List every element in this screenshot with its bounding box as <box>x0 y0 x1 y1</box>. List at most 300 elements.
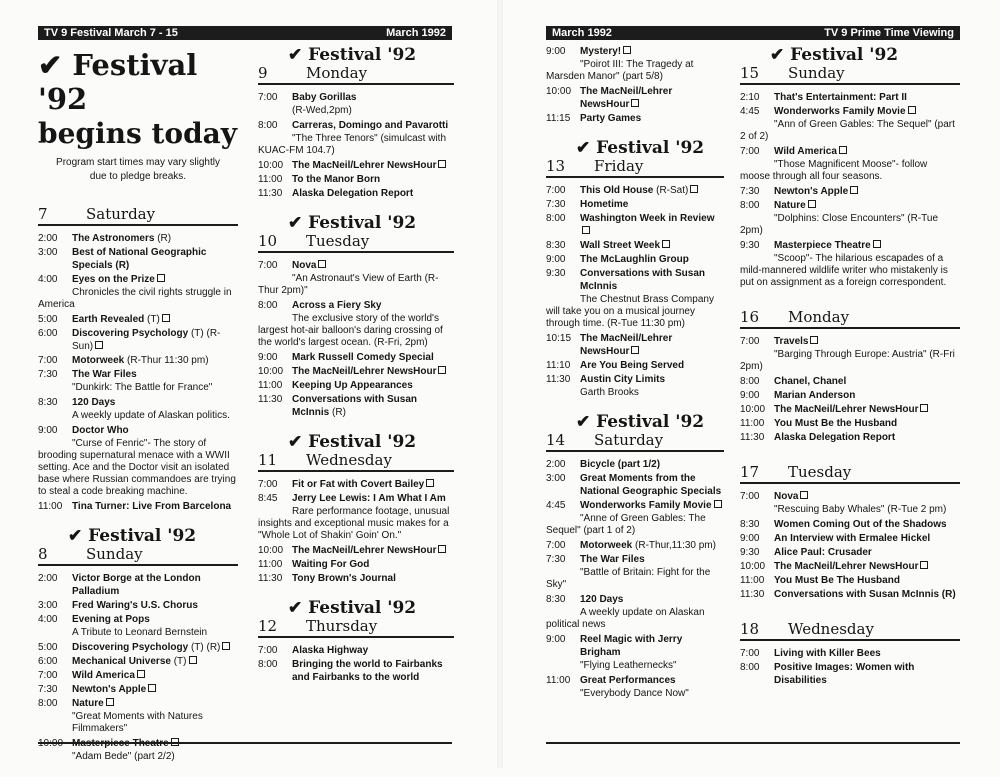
day-number: 18 <box>740 620 760 638</box>
day-number: 9 <box>258 64 268 82</box>
stereo-box-icon <box>873 240 881 248</box>
program-row <box>740 647 960 660</box>
program-time: 7:30 <box>740 186 760 197</box>
stereo-box-icon <box>810 336 818 344</box>
program-title: The MacNeil/Lehrer NewsHour <box>292 545 437 556</box>
festival-banner-12 <box>258 599 454 618</box>
program-time: 7:00 <box>546 540 566 551</box>
program-time: 9:30 <box>740 547 760 558</box>
checkmark-icon: ✔ <box>288 598 303 618</box>
program-description: "Anne of Green Gables: The Sequel" (part 1 of 2) <box>546 513 706 536</box>
program-time: 7:00 <box>258 479 278 490</box>
program-time: 7:00 <box>258 260 278 271</box>
program-title: The MacNeil/Lehrer NewsHour <box>580 333 673 357</box>
program-description: "Dolphins: Close Encounters" (R-Tue 2pm) <box>740 213 939 236</box>
program-row <box>740 199 960 212</box>
program-time: 8:00 <box>38 698 58 709</box>
program-title: Doctor Who <box>72 425 129 436</box>
program-title: Carreras, Domingo and Pavarotti <box>292 120 449 131</box>
program-row <box>38 500 238 513</box>
program-row <box>546 458 724 471</box>
program-time: 11:00 <box>258 174 283 185</box>
program-time: 11:30 <box>258 573 283 584</box>
program-title: Reel Magic with Jerry Brigham <box>580 634 683 658</box>
left-page <box>0 0 497 768</box>
program-time: 11:00 <box>740 575 765 586</box>
day-header-15 <box>740 65 960 85</box>
program-row <box>740 239 960 252</box>
program-time: 9:30 <box>740 240 760 251</box>
program-title: Mechanical Universe <box>72 656 171 667</box>
stereo-box-icon <box>839 146 847 154</box>
program-row <box>546 553 724 566</box>
hero-note <box>38 156 238 184</box>
program-row <box>38 669 238 682</box>
festival-banner-8 <box>38 527 238 546</box>
program-time: 7:30 <box>38 684 58 695</box>
program-title: Tina Turner: Live From Barcelona <box>72 501 232 512</box>
left-header-title: TV 9 Festival March 7 - 15 <box>44 27 178 39</box>
program-row <box>258 644 454 657</box>
day-name: Tuesday <box>306 232 370 250</box>
program-row <box>546 472 724 498</box>
program-row <box>740 375 960 388</box>
day-header-17 <box>740 464 960 484</box>
program-time: 10:00 <box>740 404 766 415</box>
program-time: 9:00 <box>258 352 278 363</box>
stereo-box-icon <box>438 160 446 168</box>
program-time: 11:10 <box>546 360 571 371</box>
program-title: Living with Killer Bees <box>774 648 881 659</box>
program-row <box>546 239 724 252</box>
left-header-bar <box>38 26 452 40</box>
program-row <box>258 159 454 172</box>
program-title: This Old House <box>580 185 654 196</box>
day-number: 10 <box>258 232 278 250</box>
program-row <box>258 544 454 557</box>
program-description: "Those Magnificent Moose"- follow moose through all four seasons. <box>740 159 928 182</box>
program-time: 9:00 <box>740 390 760 401</box>
program-title: An Interview with Ermalee Hickel <box>774 533 931 544</box>
day-header-18 <box>740 621 960 641</box>
day-number: 7 <box>38 205 48 223</box>
stereo-box-icon <box>438 366 446 374</box>
festival-banner-9 <box>258 46 454 65</box>
festival-banner-14 <box>546 413 724 432</box>
program-time: 7:00 <box>258 645 278 656</box>
program-title: Party Games <box>580 113 642 124</box>
program-title: Are You Being Served <box>580 360 685 371</box>
program-time: 11:00 <box>740 418 765 429</box>
program-description: Rare performance footage, unusual insights and exceptional music makes for a "Whole Lot of Shakin' Goin' On." <box>258 506 450 541</box>
program-title: The MacNeil/Lehrer NewsHour <box>580 86 673 110</box>
hero-note-line1: Program start times may vary slightly <box>56 157 220 168</box>
right-header-title: TV 9 Prime Time Viewing <box>824 27 954 39</box>
day-number: 11 <box>258 451 278 469</box>
program-row <box>38 599 238 612</box>
program-title: Bicycle (part 1/2) <box>580 459 661 470</box>
program-time: 11:00 <box>258 559 283 570</box>
program-description: "Curse of Fenric"- The story of brooding supernatural menace with a WWII setting. Ace and the Doctor visit an isolated base where Russian commandoes are trying to steal a code breaking machine. <box>38 438 236 497</box>
program-time: 11:00 <box>546 675 571 686</box>
program-row <box>740 574 960 587</box>
program-description: "Flying Leathernecks" <box>580 660 677 671</box>
program-row <box>258 351 454 364</box>
program-title: Discovering Psychology <box>72 642 189 653</box>
program-time: 8:00 <box>740 200 760 211</box>
program-time: 3:00 <box>38 600 58 611</box>
day-number: 13 <box>546 157 566 175</box>
checkmark-icon: ✔ <box>288 213 303 233</box>
program-time: 11:00 <box>38 501 63 512</box>
program-time: 7:30 <box>546 554 566 565</box>
stereo-box-icon <box>106 698 114 706</box>
program-title: The MacNeil/Lehrer NewsHour <box>774 561 919 572</box>
left-column-2 <box>258 46 454 698</box>
program-title: Alaska Highway <box>292 645 369 656</box>
program-row <box>546 499 724 512</box>
day-name: Saturday <box>86 205 156 223</box>
festival-label: Festival '92 <box>308 45 417 65</box>
program-description: "Scoop"- The hilarious escapades of a mild-mannered wildlife writer who mistakenly is put on assignment as a foreign correspondent. <box>740 253 948 288</box>
program-row <box>740 588 960 601</box>
program-time: 4:00 <box>38 274 58 285</box>
day-number: 16 <box>740 308 760 326</box>
schedule-list-12 <box>258 644 454 684</box>
program-time: 5:00 <box>38 314 58 325</box>
program-row <box>258 393 454 419</box>
program-row <box>546 674 724 687</box>
program-time: 8:00 <box>546 213 566 224</box>
schedule-list-13 <box>546 184 724 399</box>
program-title: Newton's Apple <box>774 186 849 197</box>
program-title: Nature <box>72 698 104 709</box>
checkmark-icon: ✔ <box>770 45 785 65</box>
stereo-box-icon <box>162 314 170 322</box>
day-name: Sunday <box>86 545 143 563</box>
program-time: 8:00 <box>258 300 278 311</box>
program-title: Great Moments from the National Geographic Specials <box>580 473 722 497</box>
program-title: Chanel, Chanel <box>774 376 847 387</box>
stereo-box-icon <box>908 106 916 114</box>
festival-label: Festival '92 <box>88 526 197 546</box>
program-title: Alaska Delegation Report <box>774 432 896 443</box>
day-name: Friday <box>594 157 644 175</box>
program-title: Earth Revealed <box>72 314 145 325</box>
stereo-box-icon <box>690 185 698 193</box>
schedule-list-10 <box>258 259 454 419</box>
program-row <box>546 112 724 125</box>
program-time: 9:00 <box>740 533 760 544</box>
checkmark-icon: ✔ <box>68 526 83 546</box>
program-row <box>740 185 960 198</box>
schedule-list-8 <box>38 572 238 763</box>
program-title: Discovering Psychology <box>72 328 189 339</box>
program-description: "Barging Through Europe: Austria" (R-Fri 2pm) <box>740 349 955 372</box>
program-title: Mystery! <box>580 46 622 57</box>
program-time: 11:30 <box>740 432 765 443</box>
program-row <box>38 641 238 654</box>
program-row <box>740 560 960 573</box>
program-title: Fit or Fat with Covert Bailey <box>292 479 425 490</box>
program-title: The McLaughlin Group <box>580 254 689 265</box>
program-title: Nova <box>774 491 799 502</box>
program-title: Wild America <box>774 146 837 157</box>
day-number: 14 <box>546 431 566 449</box>
right-page <box>503 0 1000 768</box>
festival-label: Festival '92 <box>596 138 705 158</box>
program-row <box>546 332 724 358</box>
festival-label: Festival '92 <box>308 213 417 233</box>
program-title: Keeping Up Appearances <box>292 380 413 391</box>
program-extra: (R) <box>157 233 172 244</box>
left-column-1 <box>38 48 238 777</box>
program-time: 11:30 <box>546 374 571 385</box>
program-title: You Must Be The Husband <box>774 575 900 586</box>
program-extra: (R-Thur 11:30 pm) <box>127 355 209 366</box>
program-row <box>38 354 238 367</box>
program-row <box>546 45 724 58</box>
program-title: Eyes on the Prize <box>72 274 155 285</box>
program-row <box>546 359 724 372</box>
program-description: "Everybody Dance Now" <box>580 688 689 699</box>
program-row <box>740 546 960 559</box>
program-row <box>38 697 238 710</box>
program-title: The MacNeil/Lehrer NewsHour <box>292 366 437 377</box>
program-row <box>38 655 238 668</box>
program-time: 4:00 <box>38 614 58 625</box>
program-title: Best of National Geographic Specials (R) <box>72 247 207 271</box>
program-time: 10:00 <box>740 561 766 572</box>
program-description: A Tribute to Leonard Bernstein <box>72 627 208 638</box>
program-row <box>38 368 238 381</box>
day-header-13 <box>546 158 724 178</box>
right-bottom-rule <box>546 742 960 744</box>
checkmark-icon: ✔ <box>288 45 303 65</box>
program-row <box>740 661 960 687</box>
program-row <box>38 424 238 437</box>
festival-banner-11 <box>258 433 454 452</box>
program-row <box>258 259 454 272</box>
program-time: 8:00 <box>258 659 278 670</box>
program-row <box>258 379 454 392</box>
program-time: 7:00 <box>258 92 278 103</box>
program-title: Alice Paul: Crusader <box>774 547 872 558</box>
program-title: Tony Brown's Journal <box>292 573 396 584</box>
program-row <box>38 232 238 245</box>
program-title: The MacNeil/Lehrer NewsHour <box>292 160 437 171</box>
program-title: Austin City Limits <box>580 374 666 385</box>
program-time: 9:00 <box>38 425 58 436</box>
program-description: The Chestnut Brass Company will take you on a musical journey through time. (R-Tue 11:30 pm) <box>546 294 714 329</box>
program-time: 7:00 <box>38 670 58 681</box>
program-description: "Ann of Green Gables: The Sequel" (part 2 of 2) <box>740 119 955 142</box>
program-time: 10:00 <box>258 366 284 377</box>
schedule-list-14 <box>546 458 724 700</box>
schedule-list-18 <box>740 647 960 687</box>
day-header-8 <box>38 546 238 566</box>
stereo-box-icon <box>318 260 326 268</box>
program-description: Garth Brooks <box>580 387 639 398</box>
program-row <box>546 85 724 111</box>
program-extra: (T) (R) <box>190 642 221 653</box>
schedule-list-16 <box>740 335 960 444</box>
program-title: You Must Be the Husband <box>774 418 898 429</box>
program-title: Jerry Lee Lewis: I Am What I Am <box>292 493 446 504</box>
program-extra: (R) <box>332 407 346 418</box>
program-row <box>38 613 238 626</box>
program-time: 8:00 <box>740 376 760 387</box>
program-row <box>258 558 454 571</box>
program-title: Positive Images: Women with Disabilities <box>774 662 915 686</box>
program-title: To the Manor Born <box>292 174 381 185</box>
program-row <box>546 267 724 293</box>
program-title: Victor Borge at the London Palladium <box>72 573 201 597</box>
program-row <box>38 313 238 326</box>
program-description: "Great Moments with Natures Filmmakers" <box>72 711 203 734</box>
program-time: 11:30 <box>258 188 283 199</box>
stereo-box-icon <box>808 200 816 208</box>
program-row <box>38 396 238 409</box>
stereo-box-icon <box>438 545 446 553</box>
program-title: Wild America <box>72 670 135 681</box>
program-description: "Poirot III: The Tragedy at Marsden Manor" (part 5/8) <box>546 59 694 82</box>
program-row <box>546 253 724 266</box>
program-row <box>740 403 960 416</box>
stereo-box-icon <box>582 226 590 234</box>
day-name: Wednesday <box>788 620 874 638</box>
schedule-list-9 <box>258 91 454 200</box>
festival-label: Festival '92 <box>308 598 417 618</box>
stereo-box-icon <box>631 99 639 107</box>
program-row <box>740 431 960 444</box>
program-time: 7:30 <box>38 369 58 380</box>
program-row <box>546 184 724 197</box>
program-time: 10:00 <box>258 160 284 171</box>
program-time: 10:15 <box>546 333 572 344</box>
program-title: Motorweek <box>580 540 633 551</box>
day-name: Saturday <box>594 431 664 449</box>
program-time: 2:10 <box>740 92 760 103</box>
program-row <box>258 478 454 491</box>
program-extra: (T) (R-Sun) <box>72 328 221 352</box>
schedule-list-7 <box>38 232 238 513</box>
program-time: 3:00 <box>38 247 58 258</box>
program-time: 7:00 <box>740 648 760 659</box>
program-title: Travels <box>774 336 809 347</box>
program-time: 11:00 <box>258 380 283 391</box>
day-header-14 <box>546 432 724 452</box>
stereo-box-icon <box>148 684 156 692</box>
program-row <box>258 572 454 585</box>
stereo-box-icon <box>157 274 165 282</box>
program-row <box>740 145 960 158</box>
program-title: Nova <box>292 260 317 271</box>
program-title: The MacNeil/Lehrer NewsHour <box>774 404 919 415</box>
program-time: 11:15 <box>546 113 571 124</box>
program-title: Marian Anderson <box>774 390 856 401</box>
program-row <box>258 299 454 312</box>
program-description: A weekly update of Alaskan politics. <box>72 410 230 421</box>
program-time: 8:30 <box>38 397 58 408</box>
program-title: Nature <box>774 200 806 211</box>
program-row <box>740 389 960 402</box>
program-row <box>546 593 724 606</box>
checkmark-icon: ✔ <box>288 432 303 452</box>
program-extra: (R-Thur,11:30 pm) <box>635 540 716 551</box>
program-time: 8:45 <box>258 493 278 504</box>
stereo-box-icon <box>920 404 928 412</box>
program-title: The Astronomers <box>72 233 155 244</box>
program-description: Chronicles the civil rights struggle in America <box>38 287 232 310</box>
program-description: A weekly update on Alaskan political news <box>546 607 705 630</box>
program-title: Conversations with Susan McInnis <box>580 268 706 292</box>
program-title: Across a Fiery Sky <box>292 300 382 311</box>
program-time: 9:00 <box>546 46 566 57</box>
program-title: Baby Gorillas <box>292 92 357 103</box>
program-title: Great Performances <box>580 675 676 686</box>
stereo-box-icon <box>222 642 230 650</box>
program-row <box>740 532 960 545</box>
stereo-box-icon <box>631 346 639 354</box>
program-title: Evening at Pops <box>72 614 150 625</box>
program-title: Waiting For God <box>292 559 370 570</box>
program-time: 8:30 <box>546 240 566 251</box>
program-title: Washington Week in Review <box>580 213 715 224</box>
day-number: 17 <box>740 463 760 481</box>
festival-banner-15 <box>740 46 960 65</box>
program-time: 9:00 <box>546 634 566 645</box>
day-header-11 <box>258 452 454 472</box>
program-row <box>258 365 454 378</box>
program-title: Alaska Delegation Report <box>292 188 414 199</box>
right-column-2 <box>740 46 960 701</box>
program-title: The War Files <box>580 554 645 565</box>
day-name: Thursday <box>306 617 378 635</box>
program-row <box>38 572 238 598</box>
program-title: Wall Street Week <box>580 240 661 251</box>
program-row <box>258 492 454 505</box>
hero-note-line2: due to pledge breaks. <box>89 171 187 182</box>
program-description: "An Astronaut's View of Earth (R-Thur 2pm)" <box>258 273 439 296</box>
day-number: 12 <box>258 617 278 635</box>
program-time: 7:00 <box>740 146 760 157</box>
schedule-list-12-continued <box>546 45 724 125</box>
stereo-box-icon <box>189 656 197 664</box>
program-description: "The Three Tenors" (simulcast with KUAC-FM 104.7) <box>258 133 447 156</box>
program-time: 8:00 <box>740 662 760 673</box>
right-header-date: March 1992 <box>552 27 612 39</box>
program-row <box>38 273 238 286</box>
day-header-10 <box>258 233 454 253</box>
program-row <box>258 187 454 200</box>
stereo-box-icon <box>850 186 858 194</box>
program-row <box>740 335 960 348</box>
day-number: 8 <box>38 545 48 563</box>
program-row <box>546 539 724 552</box>
schedule-list-17 <box>740 490 960 601</box>
program-title: Conversations with Susan McInnis (R) <box>774 589 956 600</box>
schedule-list-15 <box>740 91 960 289</box>
checkmark-icon: ✔ <box>576 138 591 158</box>
stereo-box-icon <box>920 561 928 569</box>
program-title: Women Coming Out of the Shadows <box>774 519 947 530</box>
stereo-box-icon <box>137 670 145 678</box>
program-description: "Rescuing Baby Whales" (R-Tue 2 pm) <box>774 504 947 515</box>
program-time: 7:00 <box>546 185 566 196</box>
day-name: Monday <box>788 308 850 326</box>
program-row <box>740 105 960 118</box>
